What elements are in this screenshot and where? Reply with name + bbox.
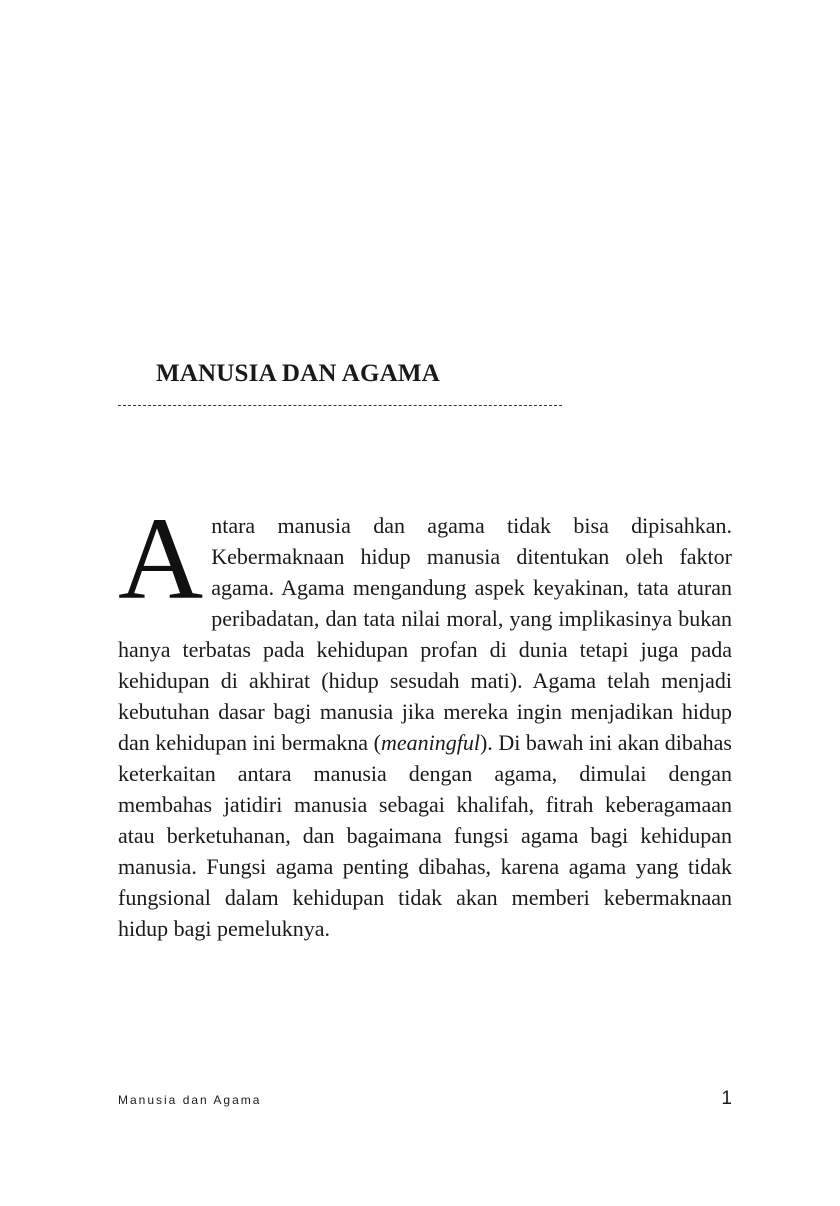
title-divider — [118, 405, 562, 406]
drop-cap: A — [118, 493, 204, 624]
body-paragraph — [118, 493, 732, 944]
running-footer-title: Manusia dan Agama — [118, 1093, 262, 1107]
chapter-title: MANUSIA DAN AGAMA — [156, 360, 440, 387]
paragraph-text-end: ). Di bawah ini akan dibahas keterkaitan antara manusia dengan agama, dimulai dengan membahas jatidiri manusia sebagai khalifah, fitrah keberagamaan atau berketuhanan, dan bagaimana fungsi agama bagi kehidupan manusia. Fungsi agama penting dibahas, karena agama yang tidak fungsional dalam kehidupan tidak akan memberi kebermaknaan hidup bagi pemeluknya. — [118, 730, 732, 941]
paragraph-text-start: ntara manusia dan agama tidak bisa dipisahkan. Kebermaknaan hidup manusia ditentukan oleh faktor agama. Agama mengandung aspek keyakinan, tata aturan peribadatan, dan tata nilai moral, yang implikasinya bukan hanya terbatas pada kehidupan profan di dunia tetapi juga pada kehidupan di akhirat (hidup sesudah mati). Agama telah menjadi kebutuhan dasar bagi manusia jika mereka ingin menjadikan hidup dan kehidupan ini bermakna ( — [118, 513, 732, 755]
page-number: 1 — [721, 1088, 732, 1109]
paragraph-italic-term: meaningful — [380, 730, 480, 755]
